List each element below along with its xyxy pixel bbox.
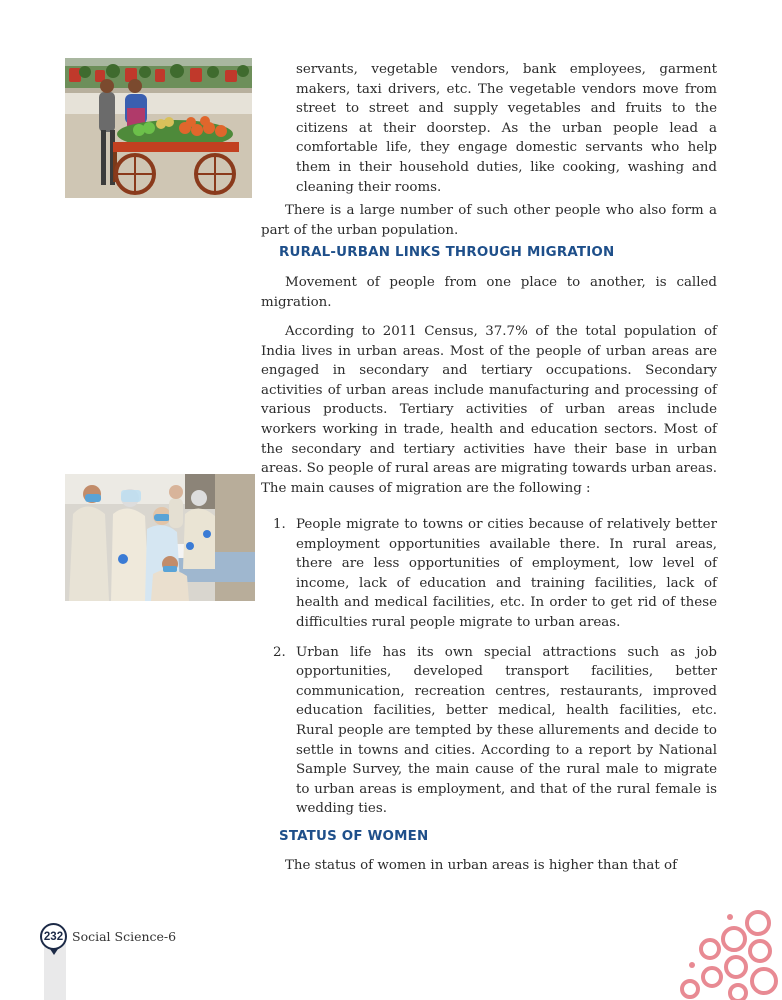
migration-causes-list xyxy=(273,515,717,819)
list-item-number: 2. xyxy=(273,644,286,660)
other-people-paragraph: There is a large number of such other people who also form a part of the urban population. xyxy=(261,203,717,238)
servants-paragraph: servants, vegetable vendors, bank employees, garment makers, taxi drivers, etc. The vegetable vendors move from street to street and supply vegetables and fruits to the citizens at their doorstep. As the urban people lead a comfortable life, they engage domestic servants who help them in their household duties, like cooking, washing and cleaning their rooms. xyxy=(296,62,717,195)
list-item xyxy=(273,643,717,819)
healthcare-workers-photo xyxy=(65,474,255,601)
list-item-text: Urban life has its own special attractions such as job opportunities, developed transport facilities, better communication, recreation centres, restaurants, improved education facilities, better medical, health facilities, etc. Rural people are tempted by these allurements and decide to settle in towns and cities. According to a report by National Sample Survey, the main cause of the rural male to migrate to urban areas is employment, and that of the rural female is wedding ties. xyxy=(296,644,717,817)
census-paragraph: According to 2011 Census, 37.7% of the total population of India lives in urban areas. Most of the people of urban areas are engaged in secondary and tertiary occupations. Secondary activities of urban areas include manufacturing and processing of various products. Tertiary activities of urban areas include workers working in trade, health and education sectors. Most of the secondary and tertiary activities have their base in urban areas. So people of rural areas are migrating towards urban areas. The main causes of migration are the following : xyxy=(261,324,717,496)
list-item-number: 1. xyxy=(273,517,286,532)
migration-heading: RURAL-URBAN LINKS THROUGH MIGRATION xyxy=(279,245,615,260)
list-item xyxy=(273,515,717,633)
book-title: Social Science-6 xyxy=(72,929,177,944)
vegetable-vendor-photo xyxy=(65,58,252,198)
migration-definition-paragraph: Movement of people from one place to another, is called migration. xyxy=(261,275,717,310)
status-of-women-heading: STATUS OF WOMEN xyxy=(279,829,429,844)
list-item-text: People migrate to towns or cities because of relatively better employment opportunities available there. In rural areas, there are less opportunities of employment, low level of income, lack of education and training facilities, lack of health and medical facilities, etc. In order to get rid of these difficulties rural people migrate to urban areas. xyxy=(296,517,717,630)
women-status-paragraph: The status of women in urban areas is higher than that of xyxy=(285,858,678,873)
decorative-bubbles-icon xyxy=(672,905,782,1000)
page-footer xyxy=(40,923,176,950)
page-number-badge: 232 xyxy=(40,923,67,950)
